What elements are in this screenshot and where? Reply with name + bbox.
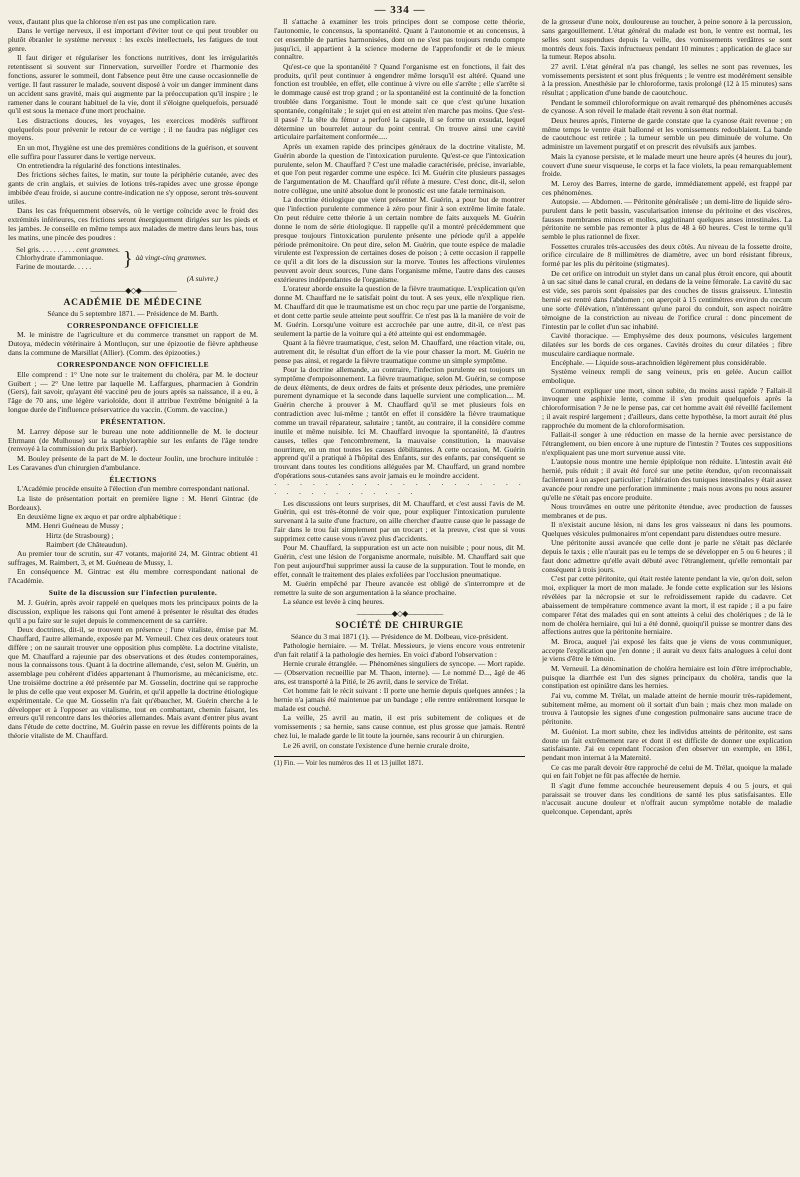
paragraph: Autopsie. — Abdomen. — Péritonite généralisée ; un demi-litre de liquide séro-purulent dans le petit bassin, vascularisation intense du péritoine et des viscères, fausses membranes minces et molles, agglutinant quelques anses intestinales. La péritonite ne semble pas remonter à plus de 48 à 60 heures. C'est le terme qu'il semble le plus rationnel de fixer. — [542, 196, 792, 242]
paragraph: Qu'est-ce que la spontanéité ? Quand l'organisme est en fonctions, il fait des produits, qu'il peut continuer à engendrer même lorsqu'il est altéré. Quand une fonction est troublée, en effet, elle continue à vivre ou elle s'arrête ; elle s'arrête si le dommage causé est trop grand ; or la spontanéité est la continuité de la fonction troublée dans l'organisme. Tout le monde sait ce que c'est qu'une luxation spontanée, congénitale ; le sujet qui en est atteint n'en marche pas moins. Que s'est-il passé ? la tête du fémur a perforé la capsule, il se forme un exsudat, lequel détermine un bourrelet autour du point central. On trouve ainsi une cavité articulaire parfaitement conformée..... — [274, 61, 525, 142]
paragraph: M. Verneuil. La dénomination de choléra herniaire est loin d'être irréprochable, puisque la diarrhée est l'un des signes principaux du choléra, tandis que la constipation est opiniâtre dans les hernies. — [542, 663, 792, 691]
paragraph: En conséquence M. Gintrac est élu membre correspondant national de l'Académie. — [8, 567, 258, 586]
paragraph: Le 26 avril, on constate l'existence d'une hernie crurale droite, — [283, 740, 470, 750]
formula-dose: cent grammes. — [76, 244, 120, 254]
paragraph: Fossettes crurales très-accusées des deux côtés. Au niveau de la fossette droite, orifice circulaire de 8 millimètres de diamètre, avec un bord résistant fibreux, formé par les plis du péritoine (stigmates). — [542, 241, 792, 269]
subsection-title: ÉLECTIONS — [109, 474, 157, 484]
paragraph: Il n'existait aucune lésion, ni dans les gros vaisseaux ni dans les poumons. Quelques vésicules pulmonaires m'ont cependant paru distendues outre mesure. — [542, 520, 792, 539]
paragraph: M. le ministre de l'agriculture et du commerce transmet un rapport de M. Dutoya, médecin vétérinaire à Montluçon, sur une épizootie de fièvre aphtheuse dans la commune de Marsillat (Allier). (Comm. des épizooties.) — [8, 330, 258, 358]
paragraph: L'orateur aborde ensuite la question de la fièvre traumatique. L'explication qu'en donne M. Chauffard ne le satisfait point du tout. A ses yeux, elle n'explique rien. M. Chauffard dit que le traumatisme est un choc reçu par une partie de l'organisme, et dont cette partie seule atteinte peut souffrir. Ce n'est pas là la manière de voir de M. Guérin. Lorsqu'une voiture est accrochée par une autre, dit-il, ce n'est pas seulement la partie de la voiture qui a été atteinte qui est endommagée. — [274, 284, 525, 338]
section-title: SOCIÉTÉ DE CHIRURGIE — [335, 621, 464, 632]
paragraph: M. Leroy des Barres, interne de garde, immédiatement appelé, est frappé par ces phénomènes. — [542, 178, 792, 197]
paragraph: En deuxième ligne ex æquo et par ordre alphabétique : — [17, 511, 181, 521]
paragraph: La veille, 25 avril au matin, il est pris subitement de coliques et de vomissements ; sa hernie, sans cause connue, est plus grosse que jamais. Rentré chez lui, le malade garde le lit toute la journée, sans recourir à un chirurgien. — [274, 713, 525, 741]
paragraph: M. J. Guérin, après avoir rappelé en quelques mots les principaux points de la discussion, explique les raisons qui l'ont amené à présenter le résultat des études qu'il a pu faire sur le sujet depuis le commencement de sa carrière. — [8, 597, 258, 625]
paragraph: Pathologie herniaire. — M. Trélat. Messieurs, je viens encore vous entretenir d'un fait relatif à la pathologie des hernies. En voici d'abord l'observation : — [274, 641, 525, 660]
paragraph: M. Bouley présente de la part de M. le docteur Joulin, une brochure intitulée : Les Caravanes d'un chirurgien d'ambulance. — [8, 453, 258, 472]
paragraph: On entretiendra la régularité des fonctions intestinales. — [17, 161, 181, 170]
formula-ingredient: Chlorhydrate d'ammoniaque. — [16, 253, 104, 263]
paragraph: Pour M. Chauffard, la suppuration est un acte non nuisible ; pour nous, dit M. Guérin, c'est une lésion de l'organisme anormale, nuisible. M. Chauffard sait que l'on peut aujourd'hui supprimer aussi la cause de la suppuration. Tout le monde, en effet, connaît le traitement des plaies exfoliées par l'occlusion pneumatique. — [274, 543, 525, 579]
prescription-formula — [16, 246, 258, 273]
paragraph: Les discussions ont leurs surprises, dit M. Chauffard, et c'est aussi l'avis de M. Guérin, qui est très-étonné de voir que, pour expliquer l'intoxication purulente survenant à la suite d'une fracture, on aille chercher d'autre cause que le passage de l'air dans le trou fait simplement par un trocart ; et la preuve, c'est que si vous supprimez cette cause vous n'avez plus d'accidents. — [274, 498, 525, 543]
paragraph: Deux doctrines, dit-il, se trouvent en présence ; l'une vitaliste, émise par M. Chauffard, l'autre allemande, exposée par M. Verneuil. Chez ces deux orateurs tout diffère ; on ne saurait trouver une opposition plus complète. La doctrine vitaliste, que M. Chauffard a rajeunie par des observations et des études contemporaines, nous la connaissons tous. Quant à la doctrine allemande, c'est, selon M. Guérin, un assemblage peu cohérent d'idées appartenant à l'humorisme, au mécanicisme, etc. Une troisième doctrine a été présentée par M. Gosselin, doctrine qui se rapproche le plus de celle que veut exposer M. Guérin, et qu'il appelle la doctrine étiologique expérimentale. Ce que M. Gosselin n'a fait qu'ébaucher, M. Guérin cherche à le développer et à l'opposer au vitalisme, tout en combattant, chemin faisant, les erreurs qu'il rencontre dans les théories allemandes. Mais avant d'entrer plus avant dans l'étude de cette doctrine, M. Guérin passe en revue les différents points de la théorie vitaliste de M. Chauffard. — [8, 625, 258, 741]
paragraph: Fallait-il songer à une réduction en masse de la hernie avec persistance de l'étranglement, ou bien encore à une rupture de l'intestin ? Toutes ces suppositions n'expliquaient pas une mort survenue aussi vite. — [542, 430, 792, 457]
paragraph: Quant à la fièvre traumatique, c'est, selon M. Chauffard, une réaction vitale, ou, autrement dit, le résultat d'un effort de la vie pour chasser la mort. M. Guérin ne pense pas ainsi, et regarde la fièvre traumatique comme un simple symptôme. — [274, 337, 525, 365]
paragraph: 27 avril. L'état général n'a pas changé, les selles ne sont pas revenues, les vomissements persistent et sont plus fréquents ; le ventre est modérément sensible à la pression. Anesthésie par le chloroforme, taxis prolongé (12 à 15 minutes) sans résultat ; application d'une bande de caoutchouc. — [542, 61, 792, 98]
formula-ingredient: Farine de moutarde. . . . . — [16, 262, 92, 272]
paragraph: Au premier tour de scrutin, sur 47 votants, majorité 24, M. Gintrac obtient 41 suffrages, M. Raimbert, 3, et M. Guéneau de Mussy, 1. — [8, 549, 258, 568]
paragraph: M. Broca, auquel j'ai exposé les faits que je viens de vous communiquer, accepte l'explication que j'en donne ; il aurait vu deux faits analogues à celui dont je viens d'être le témoin. — [542, 636, 792, 664]
paragraph: Les distractions douces, les voyages, les exercices modérés suffiront quelquefois pour prévenir le retour de ce vertige ; il ne faudra pas négliger ces moyens. — [8, 115, 258, 143]
paragraph: M. Guéniot. La mort subite, chez les individus atteints de péritonite, est sans doute un fait extrêmement rare et dont il est difficile de donner une explication satisfaisante. J'ai eu cependant l'occasion d'en observer un exemple, en 1861, pendant mon internat à la Maternité. — [542, 726, 792, 763]
column-right — [542, 18, 792, 1170]
paragraph: Deux heures après, l'interne de garde constate que la cyanose était revenue ; en même temps le ventre était ballonné et les vomissements redoublaient. La bande de caoutchouc est retirée ; la tumeur semble un peu diminuée de volume. On administre un lavement purgatif et on prescrit des révulsifs aux jambes. — [542, 115, 792, 152]
paragraph: Dans les cas fréquemment observés, où le vertige coïncide avec le froid des extrémités inférieures, ces frictions seront énergiquement dirigées sur les pieds et les jambes. Je conseille en même temps aux malades de mettre dans leurs bas, tous les matins, une pincée des poudres : — [8, 206, 258, 242]
paragraph: J'ai vu, comme M. Trélat, un malade atteint de hernie mourir très-rapidement, subitement même, au moment où il sortait d'un bain ; mais chez mon malade on trouva à l'autopsie les signes d'une congestion pulmonaire sans aucune trace de péritonite. — [542, 690, 792, 727]
paragraph: Cavité thoracique. — Emphysème des deux poumons, vésicules largement dilatées sur les bords de ces organes. Cavités droites du cœur dilatées ; fibre musculaire cardiaque normale. — [542, 331, 792, 358]
candidate-name: MM. Henri Guéneau de Mussy ; — [26, 521, 124, 531]
subsection-title: Suite de la discussion sur l'infection purulente. — [48, 588, 218, 598]
ornament-divider: ―――――◆◇◆――――― — [356, 609, 443, 619]
paragraph: Pour la doctrine allemande, au contraire, l'infection purulente est toujours un symptôme d'empoisonnement. La fièvre traumatique, selon M. Guérin, se compose de deux éléments, de deux ordres de faits et présente deux périodes, une première purement dynamique et la seconde dans laquelle survient une complication.... M. Guérin cherche à prouver à M. Chauffard qu'il se met plusieurs fois en contradiction avec lui-même ; tantôt en effet il considère la fièvre traumatique comme un travail réparateur, salutaire ; tantôt, au contraire, il la considère comme inutile et même nuisible. Ici M. Chauffard invoque la spontanéité, là d'autres causes, telles que l'encombrement, la mauvaise constitution, la mauvaise nourriture, en un mot toutes les causes débilitantes. A cette occasion, M. Guérin apprend qu'il a pratiqué à l'hôpital des Enfants, sur des enfants, par conséquent se trouvant dans toutes les conditions alléguées par M. Chauffard, un grand nombre d'opérations sous-cutanées sans avoir jamais eu le moindre accident. — [274, 364, 525, 481]
formula-ingredient: Sel gris. . . . . . . . . . — [16, 244, 75, 254]
paragraph: L'Académie procède ensuite à l'élection d'un membre correspondant national. — [17, 484, 250, 494]
paragraph: Une péritonite aussi avancée que celle dont je parle ne s'était pas déclarée depuis le taxis ; elle n'aurait pas eu le temps de se développer en 5 ou 6 heures ; il faut donc admettre qu'elle avait débuté avec l'étranglement, qu'elle remontait par conséquent à trois jours. — [542, 538, 792, 574]
paragraph: M. Larrey dépose sur le bureau une note additionnelle de M. le docteur Ehrmann (de Mulhouse) sur la staphylorraphie sur les enfants de l'âge tendre (renvoyé à la commission du prix Barbier). — [8, 426, 258, 454]
paragraph: Il s'attache à examiner les trois principes dont se compose cette théorie, l'autonomie, le concensus, la spontanéité. Quant à l'autonomie et au concensus, à cet ensemble de parties harmonisées, dont on ne s'est pas toujours rendu compte jusqu'ici, il appartient à la science moderne de l'approfondir et de le mieux connaître. — [274, 18, 525, 62]
brace-symbol: } — [122, 247, 133, 270]
paragraph: Encéphale. — Liquide sous-arachnoïdien légèrement plus considérable. — [551, 358, 767, 368]
subsection-title: CORRESPONDANCE NON OFFICIELLE — [56, 359, 210, 369]
column-left — [8, 18, 258, 1170]
paragraph: Il s'agit d'une femme accouchée heureusement depuis 4 ou 5 jours, et qui paraissait se trouver dans les conditions de santé les plus satisfaisantes. Elle n'accusait aucune douleur et n'offrait aucun symptôme notable de maladie quelconque. Cependant, après — [542, 780, 792, 817]
paragraph: L'autopsie nous montre une hernie épiploïque non réduite. L'intestin avait été hernié, puis réduit ; il avait été forcé sur une petite étendue, qu'on reconnaissait facilement à un aspect particulier ; l'altération des tuniques intestinales y était assez avancée pour rendre une perforation imminente ; mais nous avons pu nous assurer qu'elle ne s'était pas encore produite. — [542, 457, 792, 502]
paragraph: En un mot, l'hygiène est une des premières conditions de la guérison, et souvent elle suffira pour l'assurer dans le vertige nerveux. — [8, 142, 258, 161]
paragraph: veux, d'autant plus que la chlorose n'en est pas une complication rare. — [8, 18, 217, 26]
paragraph: M. Guérin empêché par l'heure avancée est obligé de s'interrompre et de remettre la suite de son argumentation à la séance prochaine. — [274, 579, 525, 597]
candidate-name: Raimbert (de Châteaudun). — [46, 539, 128, 549]
paragraph: Hernie crurale étranglée. — Phénomènes singuliers de syncope. — Mort rapide. — (Observation recueillie par M. Thaon, interne). — Le nommé D..., âgé de 46 ans, est transporté à la Pitié, le 26 avril, dans le service de Trélat. — [274, 659, 525, 687]
paragraph: de la grosseur d'une noix, douloureuse au toucher, à peine sonore à la percussion, sans gargouillement. L'état général du malade est bon, le ventre est normal, les selles sont suspendues depuis la veille, des vomissements verdâtres se sont montrés deux fois. Taxis infructueux pendant 10 minutes ; application de glace sur la tumeur. Repos absolu. — [542, 18, 792, 62]
paragraph: Après un examen rapide des principes généraux de la doctrine vitaliste, M. Guérin aborde la question de l'intoxication purulente. Qu'est-ce que l'intoxication purulente, selon M. Chauffard ? C'est une maladie caractérisée, précise, invariable, et que l'on peut regarder comme une espèce. Ici M. Guérin cite plusieurs passages de l'argumentation de M. Chauffard qu'il réfute à mesure. C'est donc, dit-il, selon notre collègue, une unité absolue dont le pronostic est une fatale terminaison. — [274, 141, 525, 196]
paragraph: Nous trouvâmes en outre une péritonite étendue, avec production de fausses membranes et de pus. — [542, 502, 792, 520]
paragraph: La liste de présentation portait en première ligne : M. Henri Gintrac (de Bordeaux). — [8, 493, 258, 512]
paragraph: Ce cas me paraît devoir être rapproché de celui de M. Trélat, quoique la malade qui en fait l'objet ne fût pas affectée de hernie. — [542, 762, 792, 781]
paragraph: Comment expliquer une mort, sinon subite, du moins aussi rapide ? Fallait-il invoquer une asphixie lente, comme il s'en produit quelquefois après la chloroformisation ? Je ne le pense pas, car cet homme avait été réveillé facilement ; il avait respiré largement ; d'ailleurs, dans cette hypothèse, la mort aurait été plus rapprochée du moment de la chloroformisation. — [542, 385, 792, 430]
paragraph: Il faut diriger et régulariser les fonctions nutritives, dont les irrégularités retentissent si souvent sur l'innervation, surveiller l'ordre et l'harmonie des fonctions, assurer le sommeil, dont l'absence peut être une cause occasionnelle de vertige. Il faut rassurer le malade, souvent disposé à voir un danger imminent dans un accident sans gravité, mais qui augmente par la préoccupation qu'il inspire ; le ramener dans le courant habituel de la vie, dont il s'éloigne quelquefois, persuadé qu'il est sous la menace d'une mort prochaine. — [8, 53, 258, 116]
to-be-continued: (A suivre.) — [186, 274, 218, 284]
paragraph: Système veineux rempli de sang veineux, pris en gelée. Aucun caillot embolique. — [542, 367, 792, 386]
paragraph: Mais la cyanose persiste, et le malade meurt une heure après (4 heures du jour), couvert d'une sueur visqueuse, le corps et la face violets, la peau remarquablement froide. — [542, 151, 792, 179]
ornament-divider: ―――――◆◇◆――――― — [90, 285, 176, 295]
paragraph: Des frictions sèches faites, le matin, sur toute la périphérie cutanée, avec des gants de crin anglais, et suivies de lotions très-rapides avec une grosse éponge imbibée d'eau froide, si aucune contre-indication ne s'y oppose, seront très-souvent utiles. — [8, 170, 258, 206]
paragraph: Elle comprend : 1° Une note sur le traitement du choléra, par M. le docteur Guibert ; — 2° Une lettre par laquelle M. Laffargues, pharmacien à Gondrin (Gers), fait savoir, qu'ayant été vacciné peu de jours après sa naissance, il a eu, à l'âge de 70 ans, une légère varioloïde, dont il attribue l'extrême bénignité à la longue durée de l'influence préservatrice du vaccin. (Comm. de vaccine.) — [8, 369, 258, 415]
section-title: ACADÉMIE DE MÉDECINE — [63, 297, 203, 308]
paragraph: De cet orifice on introduit un stylet dans un canal plus étroit encore, qui aboutit à un sac situé dans le canal crural, en dedans de la veine fémorale. La cavité du sac est vide, ses parois sont épaissies par des couches de tissus graisseux. L'intestin hernié est rentré dans l'abdomen ; on aperçoit à 15 centimètres environ du cœcum une sorte d'élévation, n'intéressant qu'une paroi du conduit, son aspect noirâtre témoigne de la constriction au niveau de l'orifice crural : donc pincement de l'intestin par le collet d'un sac inhabité. — [542, 268, 792, 331]
footnote: (1) Fin. — Voir les numéros des 11 et 13 juillet 1871. — [274, 756, 525, 768]
paragraph: C'est par cette péritonite, qui était restée latente pendant la vie, qu'on doit, selon moi, expliquer la mort de mon malade. Je fonde cette explication sur les lésions révélées par la nécropsie et sur le refroidissement rapide du cadavre. Cet abaissement de température commence avant la mort, il est rapide ; il a pu faire comparer l'état des malades qui en sont atteints à celui des cholériques ; de là le nom de choléra herniaire, qui lui a été donné, quoiqu'il puisse se montrer dans des affections autres que la péritonite herniaire. — [542, 574, 792, 637]
session-line: Séance du 5 septembre 1871. — Présidence de M. Barth. — [47, 308, 219, 318]
paragraph: Dans le vertige nerveux, il est important d'éviter tout ce qui peut troubler ou plutôt ébranler le système nerveux : les excès intellectuels, les fatigues de tout genre. — [8, 26, 258, 54]
column-middle — [274, 18, 525, 1170]
paragraph: La séance est levée à cinq heures. — [283, 597, 384, 607]
paragraph: Cet homme fait le récit suivant : Il porte une hernie depuis quelques années ; la hernie n'a jamais été maintenue par un bandage ; elle rentre entièrement lorsque le malade est couché. — [274, 686, 525, 714]
subsection-title: PRÉSENTATION. — [100, 416, 166, 426]
session-line: Séance du 3 mai 1871 (1). — Présidence de M. Dolbeau, vice-président. — [290, 631, 509, 641]
subsection-title: CORRESPONDANCE OFFICIELLE — [67, 320, 199, 330]
paragraph: Pendant le sommeil chloroformique on avait remarqué des phénomènes accusés de cyanose. A son réveil le malade était revenu à son état normal. — [542, 97, 792, 116]
candidate-name: Hirtz (de Strasbourg) ; — [46, 530, 114, 540]
page-number: — 334 — — [374, 4, 426, 16]
paragraph: La doctrine étiologique que vient présenter M. Guérin, a pour but de montrer que l'infection purulente commence à zéro pour finir à son extrême limite fatale. On peut réduire cette théorie à un certain nombre de faits auxquels M. Guérin donne le nom de série étiologique. Il rappelle qu'il a montré précédemment que presque toujours l'intoxication purulente présente une période qu'il a appelée période prémonitoire. On peut dire, selon M. Guérin, que toute espèce de maladie virulente est l'expression de certaines doses de poison ; à cette occasion il rappelle ce qu'il a dit lors de la discussion sur la morve. Toutes les affections virulentes peuvent avoir deux sources, l'une dans l'organisme même, l'autre dans des causes extérieures indépendantes de l'organisme. — [274, 195, 525, 284]
formula-dose: àà vingt-cinq grammes. — [135, 253, 207, 263]
ellipsis-line: · · · · · · · · · · · · · · · · · · · · · · · · · · · · · · · · — [274, 480, 525, 499]
